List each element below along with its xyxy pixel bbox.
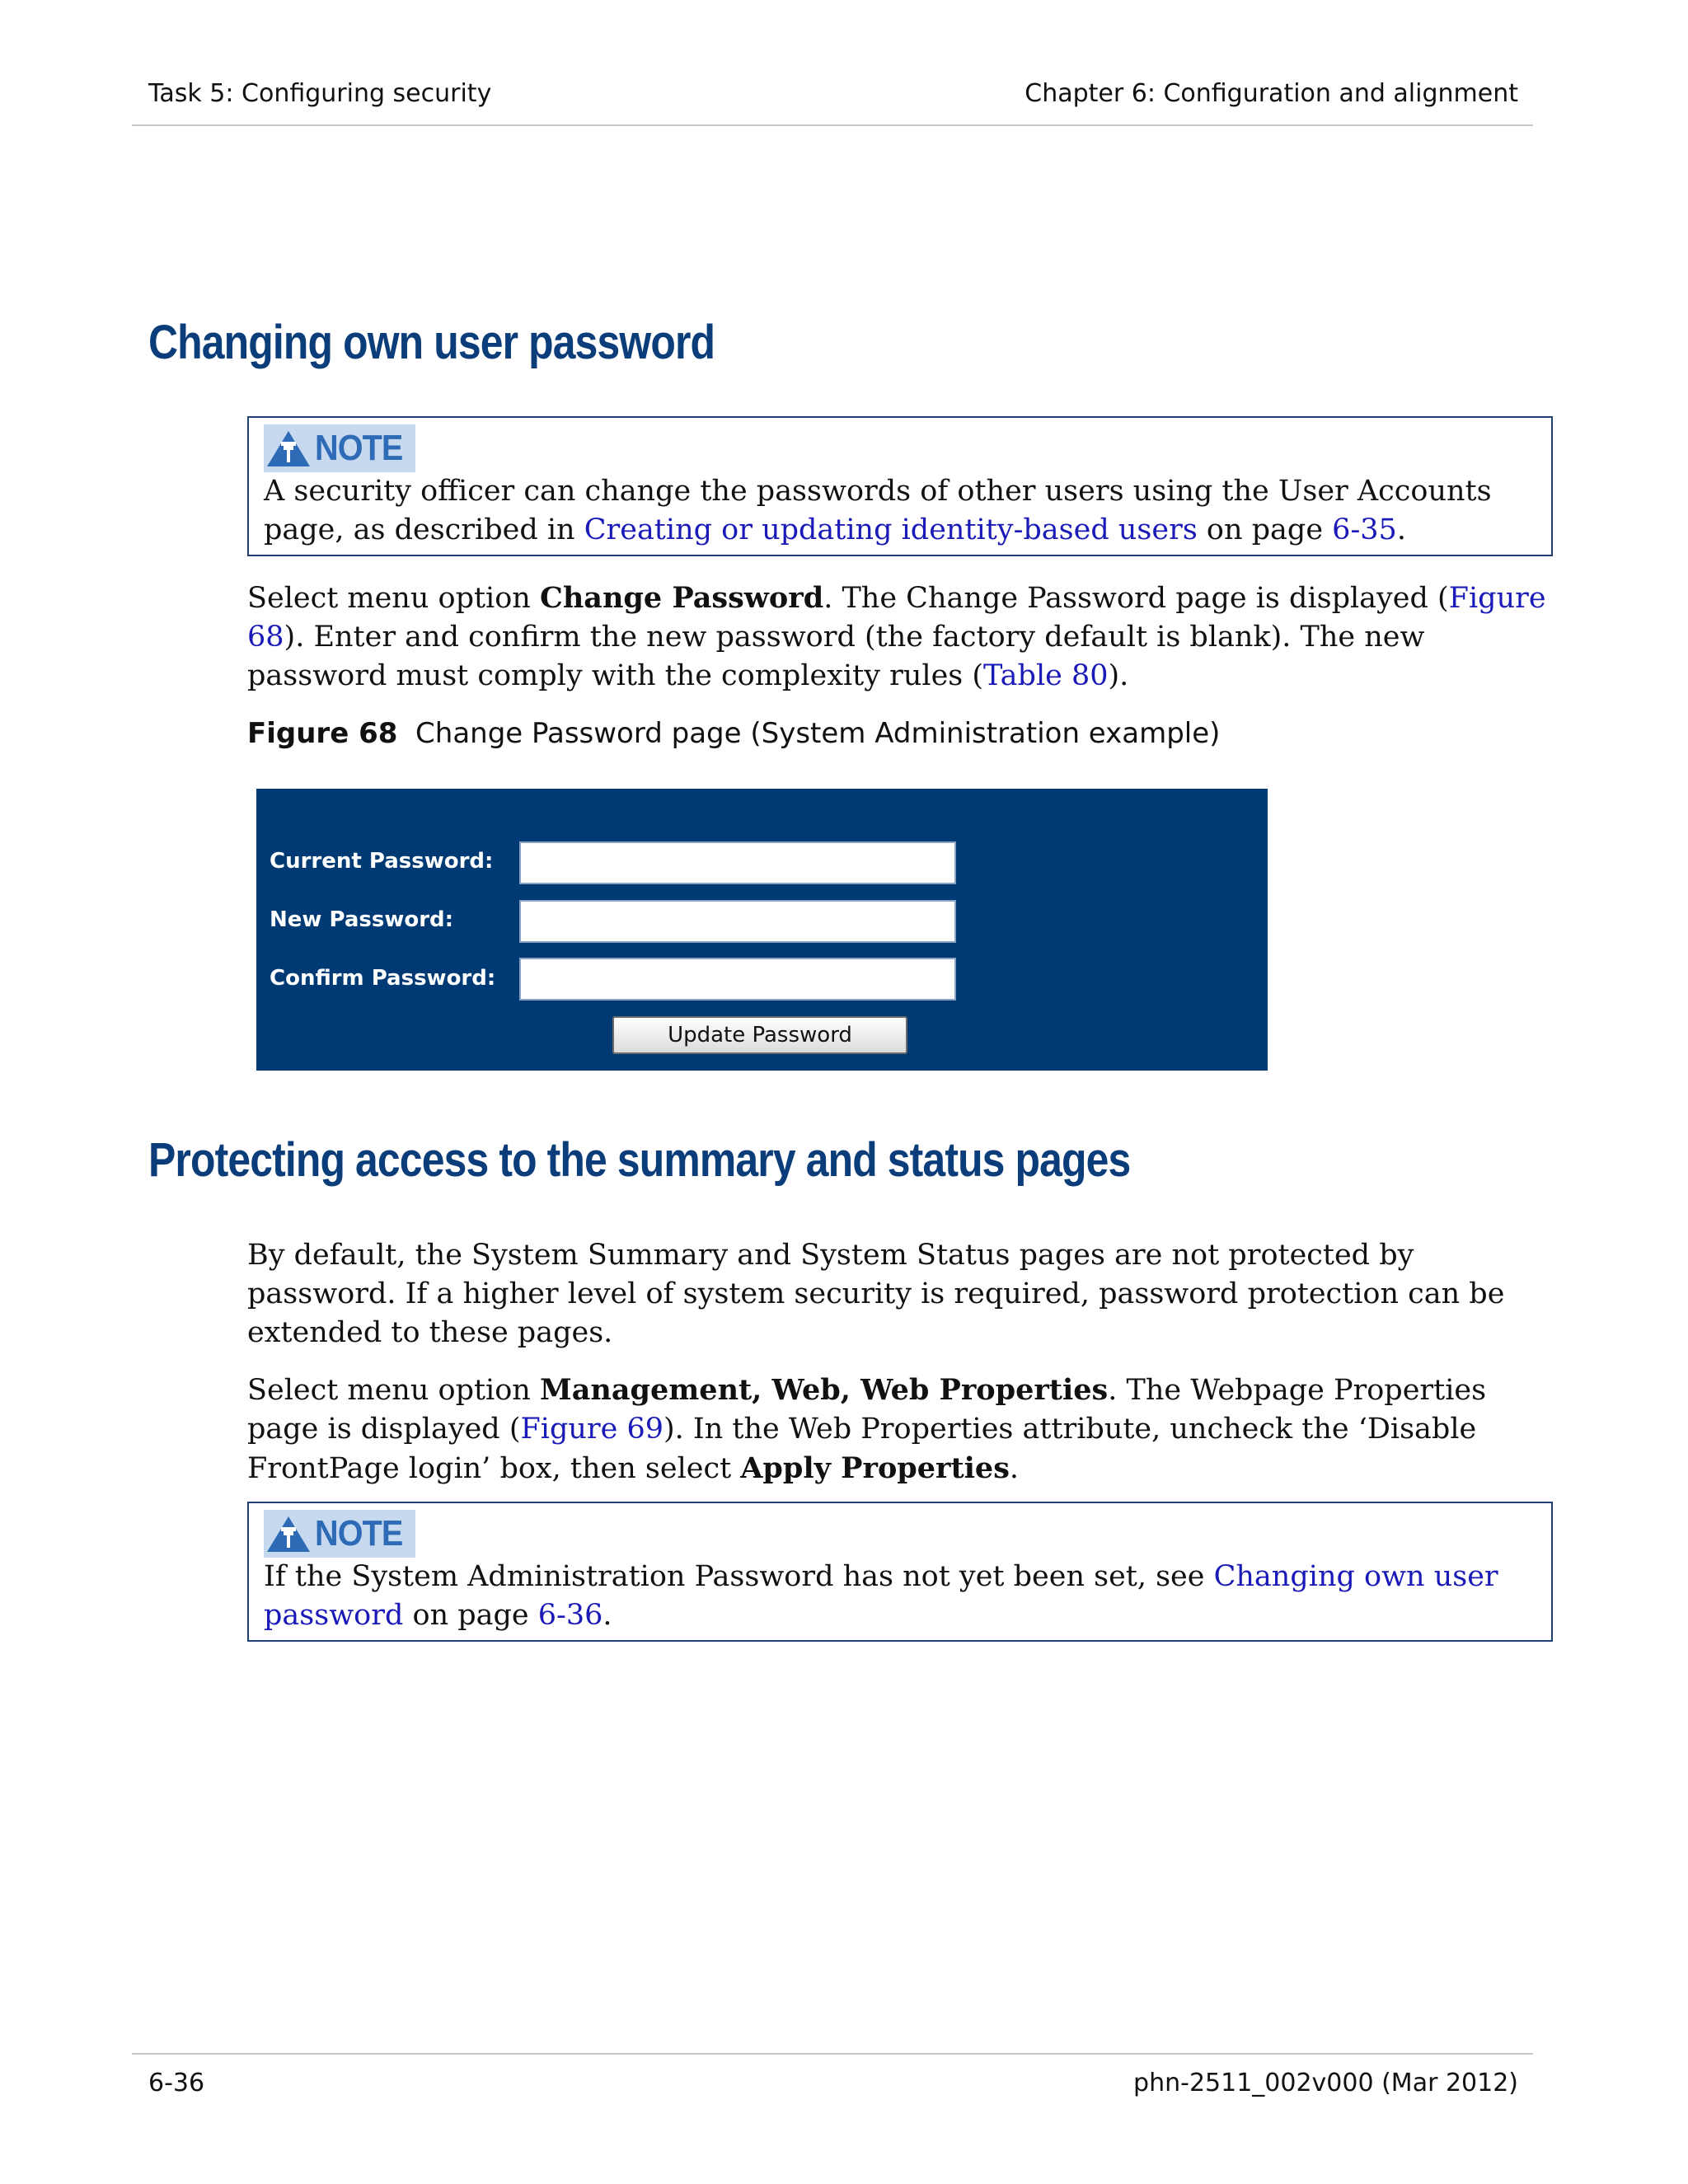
confirm-password-label: Confirm Password: bbox=[270, 966, 496, 991]
new-password-input[interactable] bbox=[519, 900, 956, 943]
note-label: NOTE bbox=[315, 428, 403, 468]
figure-caption bbox=[247, 717, 1220, 750]
text-run: Select menu option bbox=[247, 582, 540, 615]
figure-caption-text: Change Password page (System Administration example) bbox=[415, 717, 1221, 750]
text-run: . bbox=[1009, 1452, 1020, 1485]
text-run: . The Webpage Properties page is displayed ( bbox=[247, 1374, 1487, 1446]
running-header-right: Chapter 6: Configuration and alignment bbox=[1025, 79, 1518, 108]
note-box bbox=[247, 416, 1553, 556]
update-password-button[interactable]: Update Password bbox=[612, 1016, 907, 1054]
bold-apply-properties: Apply Properties bbox=[740, 1451, 1010, 1485]
link-changing-own-password[interactable]: Changing own user password bbox=[264, 1560, 1498, 1632]
note-text-part: If the System Administration Password has not yet been set, see bbox=[264, 1560, 1214, 1593]
bold-menu-option: Management, Web, Web Properties bbox=[539, 1373, 1109, 1407]
text-run: Select menu option bbox=[247, 1374, 540, 1407]
current-password-label: Current Password: bbox=[270, 849, 494, 874]
note-text bbox=[264, 472, 1536, 555]
paragraph-web-properties bbox=[247, 1371, 1553, 1488]
link-table-80[interactable]: Table 80 bbox=[983, 659, 1109, 692]
note-badge bbox=[264, 1510, 415, 1558]
link-page-6-35[interactable]: 6-35 bbox=[1332, 513, 1397, 546]
section-title-protecting-access: Protecting access to the summary and status pages bbox=[148, 1133, 1131, 1187]
new-password-label: New Password: bbox=[270, 907, 454, 932]
note-text-part: A security officer can change the passwords of other users using the User Accounts page, as described in bbox=[264, 475, 1492, 546]
text-run: ). Enter and confirm the new password (the factory default is blank). The new password must comply with the complexity rules ( bbox=[247, 621, 1425, 692]
note-text bbox=[264, 1558, 1536, 1640]
running-header-left: Task 5: Configuring security bbox=[148, 79, 492, 108]
note-text-part: on page bbox=[1197, 513, 1333, 546]
paragraph-text: By default, the System Summary and System Status pages are not protected by password. If a higher level of system security is required, password protection can be extended to these pages. bbox=[247, 1239, 1505, 1349]
section-title-changing-password: Changing own user password bbox=[148, 316, 715, 369]
paragraph-default-protection bbox=[247, 1236, 1553, 1352]
header-rule bbox=[132, 124, 1533, 126]
note-label: NOTE bbox=[315, 1513, 403, 1554]
text-run: ). bbox=[1108, 659, 1129, 692]
warning-triangle-icon bbox=[265, 429, 312, 468]
footer-page-number: 6-36 bbox=[148, 2069, 205, 2097]
footer-rule bbox=[132, 2053, 1533, 2055]
current-password-input[interactable] bbox=[519, 841, 956, 884]
footer-doc-id: phn-2511_002v000 (Mar 2012) bbox=[1133, 2069, 1518, 2097]
note-box bbox=[247, 1502, 1553, 1642]
warning-triangle-icon bbox=[265, 1514, 312, 1554]
text-run: ). In the Web Properties attribute, uncheck the ‘Disable FrontPage login’ box, then select bbox=[247, 1413, 1477, 1485]
text-run: . The Change Password page is displayed ( bbox=[823, 582, 1449, 615]
link-creating-users[interactable]: Creating or updating identity-based users bbox=[584, 513, 1198, 546]
paragraph-change-password bbox=[247, 579, 1553, 696]
bold-menu-option: Change Password bbox=[539, 581, 824, 615]
note-text-part: on page bbox=[403, 1599, 538, 1632]
link-figure-69[interactable]: Figure 69 bbox=[520, 1413, 664, 1446]
link-page-6-36[interactable]: 6-36 bbox=[537, 1599, 603, 1632]
note-text-part: . bbox=[603, 1599, 612, 1632]
figure-number: Figure 68 bbox=[247, 717, 398, 750]
note-text-part: . bbox=[1396, 513, 1406, 546]
change-password-panel bbox=[256, 789, 1268, 1071]
link-figure-68[interactable]: Figure 68 bbox=[247, 582, 1546, 654]
confirm-password-input[interactable] bbox=[519, 958, 956, 1001]
note-badge bbox=[264, 424, 415, 472]
